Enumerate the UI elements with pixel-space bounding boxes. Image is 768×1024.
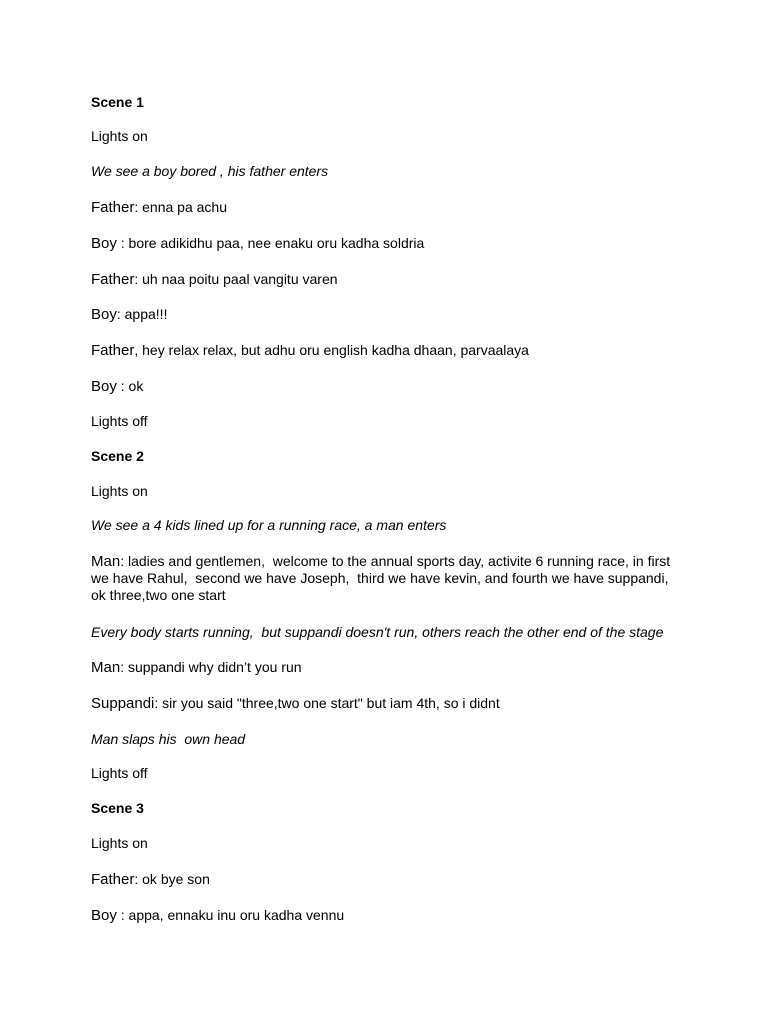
dialogue-line xyxy=(91,659,691,676)
stage-direction-lights-off: Lights off xyxy=(91,765,148,781)
speaker-name: Father xyxy=(91,342,135,359)
dialogue-line xyxy=(91,306,691,323)
speaker-name: Suppandi xyxy=(91,695,155,712)
dialogue-line xyxy=(91,695,691,712)
stage-direction: We see a boy bored , his father enters xyxy=(91,163,329,179)
scene-1-heading: Scene 1 xyxy=(91,94,144,110)
stage-direction: Every body starts running, but suppandi doesn't run, others reach the other end of the stage xyxy=(91,624,664,640)
scene-3-heading: Scene 3 xyxy=(91,800,144,816)
dialogue-line xyxy=(91,907,691,924)
speaker-name: Father xyxy=(91,271,135,288)
stage-direction: We see a 4 kids lined up for a running race, a man enters xyxy=(91,517,447,533)
speaker-name: Boy xyxy=(91,907,117,924)
stage-direction-lights-on: Lights on xyxy=(91,835,148,851)
dialogue-line xyxy=(91,378,691,395)
dialogue-text: , hey relax relax, but adhu oru english kadha dhaan, parvaalaya xyxy=(134,342,529,358)
dialogue-text: : bore adikidhu paa, nee enaku oru kadha soldria xyxy=(116,235,425,251)
dialogue-line xyxy=(91,199,691,216)
speaker-name: Man xyxy=(91,553,121,570)
dialogue-text: : ok xyxy=(116,378,144,394)
stage-direction-lights-on: Lights on xyxy=(91,483,148,499)
dialogue-line xyxy=(91,342,691,359)
dialogue-text: : sir you said "three,two one start" but iam 4th, so i didnt xyxy=(154,695,500,711)
speaker-name: Boy xyxy=(91,306,117,323)
dialogue-text: : ladies and gentlemen, welcome to the annual sports day, activite 6 running race, in first we have Rahul, second we have Joseph, third we have kevin, and fourth we have suppandi, ok three,two one start xyxy=(91,553,675,603)
dialogue-line xyxy=(91,235,691,252)
dialogue-text: : uh naa poitu paal vangitu varen xyxy=(134,271,338,287)
dialogue-text: : appa!!! xyxy=(116,306,168,322)
stage-direction-lights-on: Lights on xyxy=(91,128,148,144)
dialogue-line xyxy=(91,271,691,288)
stage-direction-lights-off: Lights off xyxy=(91,413,148,429)
dialogue-text: : appa, ennaku inu oru kadha vennu xyxy=(116,907,345,923)
speaker-name: Father xyxy=(91,871,135,888)
dialogue-text: : ok bye son xyxy=(134,871,210,887)
dialogue-line xyxy=(91,553,681,604)
dialogue-line xyxy=(91,871,691,888)
dialogue-text: : enna pa achu xyxy=(134,199,227,215)
stage-direction: Man slaps his own head xyxy=(91,731,246,747)
scene-2-heading: Scene 2 xyxy=(91,448,144,464)
speaker-name: Boy xyxy=(91,235,117,252)
speaker-name: Man xyxy=(91,659,121,676)
speaker-name: Father xyxy=(91,199,135,216)
dialogue-text: : suppandi why didn’t you run xyxy=(120,659,302,675)
speaker-name: Boy xyxy=(91,378,117,395)
